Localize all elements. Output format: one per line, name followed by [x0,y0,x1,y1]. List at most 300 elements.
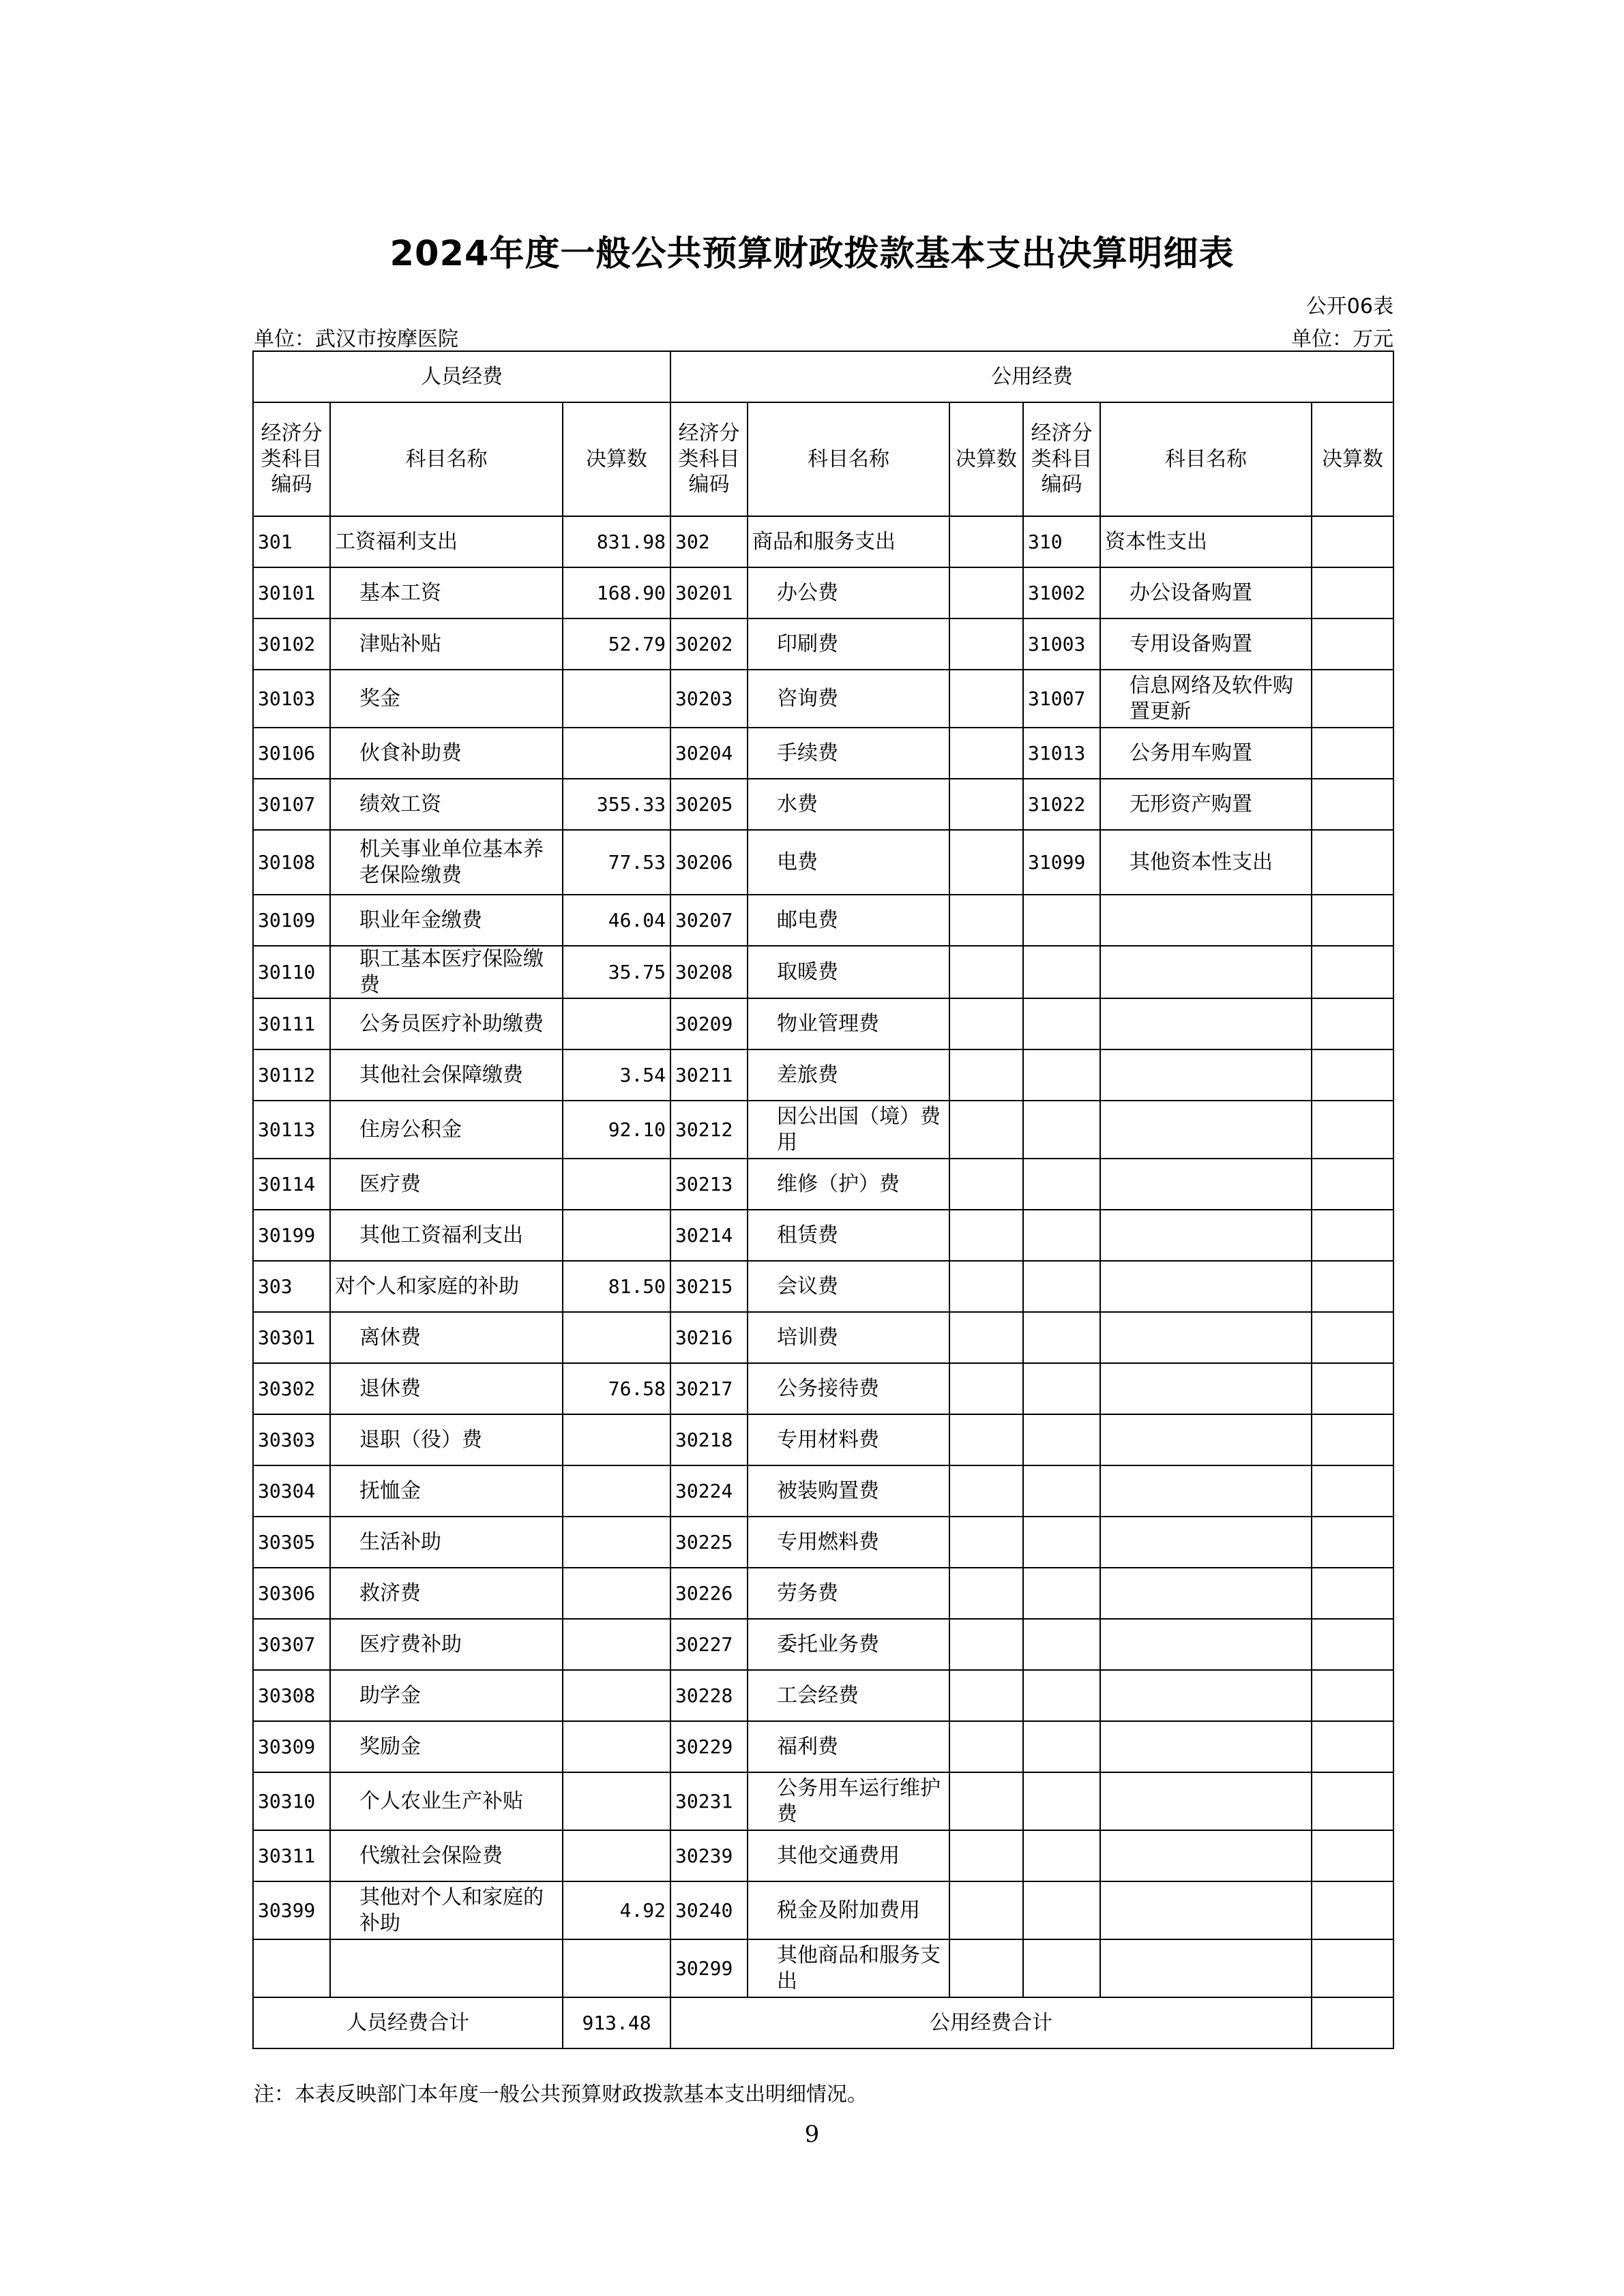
public-b-name-cell: 信息网络及软件购置更新 [1100,670,1312,728]
public-a-code-cell: 30224 [670,1465,748,1517]
table-note: 注：本表反映部门本年度一般公共预算财政拨款基本支出明细情况。 [254,2083,868,2106]
personnel-amount-cell [563,1568,670,1619]
table-row [253,1414,1393,1465]
public-b-amount-cell [1312,1830,1393,1881]
personnel-code-cell: 30304 [253,1465,330,1517]
public-a-amount-cell [949,618,1023,670]
public-a-name-cell: 公务接待费 [748,1363,949,1414]
public-b-name-cell [1100,1619,1312,1670]
public-b-amount-cell [1312,1049,1393,1101]
public-b-name-cell [1100,946,1312,998]
public-b-amount-cell [1312,946,1393,998]
personnel-code-cell: 30310 [253,1772,330,1830]
col-header-name: 科目名称 [1100,402,1312,516]
group-header-row [253,351,1393,402]
public-a-name-cell: 公务用车运行维护费 [748,1772,949,1830]
public-a-name-cell: 手续费 [748,728,949,779]
col-header-amount: 决算数 [949,402,1023,516]
public-a-name-cell: 差旅费 [748,1049,949,1101]
table-row [253,998,1393,1049]
public-a-code-cell: 30215 [670,1261,748,1312]
personnel-code-cell: 303 [253,1261,330,1312]
personnel-code-cell: 30199 [253,1210,330,1261]
public-a-name-cell: 会议费 [748,1261,949,1312]
public-b-code-cell [1023,1670,1100,1721]
personnel-code-cell: 30102 [253,618,330,670]
public-a-name-cell: 工会经费 [748,1670,949,1721]
personnel-amount-cell: 46.04 [563,895,670,946]
public-b-amount-cell [1312,1619,1393,1670]
public-a-amount-cell [949,567,1023,618]
personnel-name-cell: 退职（役）费 [330,1414,563,1465]
personnel-name-cell: 个人农业生产补贴 [330,1772,563,1830]
table-row [253,670,1393,728]
public-a-amount-cell [949,1261,1023,1312]
public-b-code-cell [1023,1049,1100,1101]
public-a-amount-cell [949,1721,1023,1772]
table-row [253,946,1393,998]
public-a-name-cell: 维修（护）费 [748,1159,949,1210]
public-b-code-cell [1023,1721,1100,1772]
col-header-name: 科目名称 [748,402,949,516]
public-b-name-cell [1100,1830,1312,1881]
public-b-amount-cell [1312,1721,1393,1772]
public-b-code-cell: 310 [1023,516,1100,567]
personnel-amount-cell: 81.50 [563,1261,670,1312]
personnel-code-cell: 30109 [253,895,330,946]
public-a-code-cell: 30225 [670,1517,748,1568]
public-a-code-cell: 30227 [670,1619,748,1670]
public-b-code-cell [1023,1517,1100,1568]
personnel-total-label: 人员经费合计 [253,1997,563,2048]
public-b-name-cell [1100,1881,1312,1939]
table-row [253,1772,1393,1830]
expenditure-detail-table [252,351,1394,2049]
public-a-amount-cell [949,1670,1023,1721]
personnel-name-cell: 抚恤金 [330,1465,563,1517]
public-a-name-cell: 租赁费 [748,1210,949,1261]
personnel-code-cell: 301 [253,516,330,567]
personnel-amount-cell [563,728,670,779]
personnel-amount-cell [563,1670,670,1721]
public-b-name-cell: 资本性支出 [1100,516,1312,567]
public-b-code-cell [1023,1159,1100,1210]
public-b-amount-cell [1312,567,1393,618]
public-a-name-cell: 电费 [748,830,949,895]
public-a-code-cell: 30214 [670,1210,748,1261]
public-a-name-cell: 水费 [748,779,949,830]
public-a-amount-cell [949,1049,1023,1101]
public-a-amount-cell [949,830,1023,895]
personnel-name-cell [330,1939,563,1997]
table-row [253,1210,1393,1261]
public-a-amount-cell [949,1159,1023,1210]
table-row [253,1568,1393,1619]
public-b-amount-cell [1312,1363,1393,1414]
personnel-code-cell: 30106 [253,728,330,779]
public-b-amount-cell [1312,1772,1393,1830]
personnel-amount-cell: 831.98 [563,516,670,567]
public-a-amount-cell [949,1414,1023,1465]
public-b-name-cell: 专用设备购置 [1100,618,1312,670]
unit-currency: 单位：万元 [1291,327,1393,351]
personnel-code-cell: 30112 [253,1049,330,1101]
personnel-name-cell: 对个人和家庭的补助 [330,1261,563,1312]
public-b-code-cell: 31013 [1023,728,1100,779]
personnel-code-cell: 30302 [253,1363,330,1414]
public-b-amount-cell [1312,779,1393,830]
public-a-name-cell: 办公费 [748,567,949,618]
public-a-name-cell: 取暖费 [748,946,949,998]
personnel-amount-cell: 92.10 [563,1101,670,1159]
public-b-amount-cell [1312,728,1393,779]
public-a-code-cell: 30202 [670,618,748,670]
public-a-amount-cell [949,516,1023,567]
public-b-amount-cell [1312,1939,1393,1997]
public-a-amount-cell [949,670,1023,728]
personnel-amount-cell: 4.92 [563,1881,670,1939]
public-b-code-cell [1023,1210,1100,1261]
table-row [253,1939,1393,1997]
personnel-code-cell: 30306 [253,1568,330,1619]
public-a-code-cell: 30206 [670,830,748,895]
public-a-code-cell: 30299 [670,1939,748,1997]
public-a-code-cell: 30207 [670,895,748,946]
public-a-amount-cell [949,895,1023,946]
personnel-code-cell: 30303 [253,1414,330,1465]
public-b-name-cell [1100,1568,1312,1619]
public-b-code-cell [1023,1101,1100,1159]
public-b-code-cell [1023,1414,1100,1465]
public-a-amount-cell [949,1101,1023,1159]
personnel-amount-cell: 355.33 [563,779,670,830]
public-a-code-cell: 30228 [670,1670,748,1721]
public-b-amount-cell [1312,1210,1393,1261]
totals-row [253,1997,1393,2048]
public-a-code-cell: 30212 [670,1101,748,1159]
public-b-name-cell [1100,1101,1312,1159]
public-b-amount-cell [1312,618,1393,670]
public-b-amount-cell [1312,1261,1393,1312]
public-a-code-cell: 30209 [670,998,748,1049]
public-b-code-cell [1023,1568,1100,1619]
public-a-code-cell: 30240 [670,1881,748,1939]
public-b-code-cell: 31007 [1023,670,1100,728]
personnel-name-cell: 救济费 [330,1568,563,1619]
public-b-amount-cell [1312,1670,1393,1721]
personnel-amount-cell [563,998,670,1049]
personnel-amount-cell: 76.58 [563,1363,670,1414]
table-row [253,1363,1393,1414]
table-row [253,1670,1393,1721]
col-header-name: 科目名称 [330,402,563,516]
personnel-total-amount: 913.48 [563,1997,670,2048]
personnel-code-cell: 30305 [253,1517,330,1568]
public-a-code-cell: 30217 [670,1363,748,1414]
personnel-amount-cell [563,1414,670,1465]
public-b-name-cell [1100,1670,1312,1721]
public-b-amount-cell [1312,998,1393,1049]
public-a-amount-cell [949,1517,1023,1568]
public-b-amount-cell [1312,1465,1393,1517]
public-a-amount-cell [949,1210,1023,1261]
public-a-name-cell: 因公出国（境）费用 [748,1101,949,1159]
public-b-code-cell: 31099 [1023,830,1100,895]
public-b-name-cell [1100,1261,1312,1312]
public-b-amount-cell [1312,516,1393,567]
page-number: 9 [804,2121,820,2148]
public-b-code-cell [1023,1772,1100,1830]
public-a-code-cell: 30231 [670,1772,748,1830]
personnel-name-cell: 其他对个人和家庭的补助 [330,1881,563,1939]
table-row [253,618,1393,670]
col-header-code: 经济分类科目编码 [670,402,748,516]
personnel-name-cell: 公务员医疗补助缴费 [330,998,563,1049]
public-b-name-cell: 办公设备购置 [1100,567,1312,618]
public-b-code-cell: 31022 [1023,779,1100,830]
public-a-name-cell: 咨询费 [748,670,949,728]
public-b-code-cell [1023,1363,1100,1414]
public-b-name-cell [1100,1363,1312,1414]
public-b-code-cell [1023,1619,1100,1670]
personnel-amount-cell: 77.53 [563,830,670,895]
table-row [253,1830,1393,1881]
form-number: 公开06表 [1305,295,1393,318]
personnel-amount-cell [563,1830,670,1881]
personnel-amount-cell [563,670,670,728]
public-b-code-cell: 31003 [1023,618,1100,670]
public-b-code-cell [1023,1830,1100,1881]
column-header-row [253,402,1393,516]
public-a-name-cell: 商品和服务支出 [748,516,949,567]
table-row [253,1159,1393,1210]
personnel-amount-cell: 3.54 [563,1049,670,1101]
table-row [253,1049,1393,1101]
personnel-name-cell: 职工基本医疗保险缴费 [330,946,563,998]
public-b-name-cell [1100,1465,1312,1517]
public-a-code-cell: 30204 [670,728,748,779]
public-a-name-cell: 其他商品和服务支出 [748,1939,949,1997]
page-title: 2024年度一般公共预算财政拨款基本支出决算明细表 [389,234,1235,274]
personnel-code-cell: 30114 [253,1159,330,1210]
personnel-name-cell: 离休费 [330,1312,563,1363]
public-b-name-cell [1100,998,1312,1049]
personnel-code-cell [253,1939,330,1997]
personnel-amount-cell [563,1939,670,1997]
public-a-code-cell: 30226 [670,1568,748,1619]
public-a-code-cell: 30205 [670,779,748,830]
table-row [253,1619,1393,1670]
public-a-code-cell: 30229 [670,1721,748,1772]
public-b-amount-cell [1312,1881,1393,1939]
public-b-amount-cell [1312,670,1393,728]
personnel-amount-cell [563,1772,670,1830]
public-b-name-cell [1100,1049,1312,1101]
public-b-code-cell [1023,998,1100,1049]
public-a-amount-cell [949,1772,1023,1830]
public-a-name-cell: 其他交通费用 [748,1830,949,1881]
public-b-name-cell [1100,1414,1312,1465]
table-row [253,567,1393,618]
public-b-amount-cell [1312,1312,1393,1363]
personnel-name-cell: 其他社会保障缴费 [330,1049,563,1101]
public-b-name-cell [1100,1772,1312,1830]
personnel-amount-cell [563,1517,670,1568]
public-b-name-cell [1100,1159,1312,1210]
table-row [253,1881,1393,1939]
personnel-code-cell: 30113 [253,1101,330,1159]
public-a-code-cell: 30239 [670,1830,748,1881]
public-b-name-cell: 公务用车购置 [1100,728,1312,779]
personnel-code-cell: 30110 [253,946,330,998]
public-a-amount-cell [949,1881,1023,1939]
table-row [253,1721,1393,1772]
personnel-name-cell: 职业年金缴费 [330,895,563,946]
table-row [253,516,1393,567]
personnel-amount-cell [563,1721,670,1772]
col-header-code: 经济分类科目编码 [253,402,330,516]
personnel-code-cell: 30101 [253,567,330,618]
public-b-name-cell [1100,1210,1312,1261]
personnel-amount-cell [563,1465,670,1517]
table-row [253,1101,1393,1159]
personnel-code-cell: 30111 [253,998,330,1049]
personnel-code-cell: 30107 [253,779,330,830]
public-b-amount-cell [1312,1101,1393,1159]
col-header-amount: 决算数 [1312,402,1393,516]
public-a-code-cell: 30203 [670,670,748,728]
public-a-amount-cell [949,1939,1023,1997]
public-a-name-cell: 委托业务费 [748,1619,949,1670]
personnel-name-cell: 奖励金 [330,1721,563,1772]
table-row [253,728,1393,779]
table-row [253,1465,1393,1517]
personnel-code-cell: 30311 [253,1830,330,1881]
public-a-name-cell: 印刷费 [748,618,949,670]
table-row [253,830,1393,895]
col-header-amount: 决算数 [563,402,670,516]
personnel-name-cell: 其他工资福利支出 [330,1210,563,1261]
personnel-name-cell: 伙食补助费 [330,728,563,779]
public-a-code-cell: 30218 [670,1414,748,1465]
public-a-name-cell: 邮电费 [748,895,949,946]
public-a-code-cell: 30211 [670,1049,748,1101]
personnel-name-cell: 津贴补贴 [330,618,563,670]
personnel-name-cell: 机关事业单位基本养老保险缴费 [330,830,563,895]
public-a-name-cell: 被装购置费 [748,1465,949,1517]
public-total-label: 公用经费合计 [670,1997,1312,2048]
personnel-name-cell: 医疗费 [330,1159,563,1210]
personnel-amount-cell: 35.75 [563,946,670,998]
public-b-code-cell [1023,1465,1100,1517]
public-a-amount-cell [949,728,1023,779]
personnel-code-cell: 30308 [253,1670,330,1721]
public-a-name-cell: 劳务费 [748,1568,949,1619]
public-b-name-cell [1100,1517,1312,1568]
public-a-code-cell: 30208 [670,946,748,998]
public-total-amount [1312,1997,1393,2048]
personnel-amount-cell [563,1159,670,1210]
personnel-code-cell: 30108 [253,830,330,895]
public-a-name-cell: 福利费 [748,1721,949,1772]
personnel-code-cell: 30301 [253,1312,330,1363]
col-header-code: 经济分类科目编码 [1023,402,1100,516]
personnel-amount-cell [563,1312,670,1363]
public-b-name-cell [1100,1721,1312,1772]
personnel-name-cell: 基本工资 [330,567,563,618]
public-a-name-cell: 专用材料费 [748,1414,949,1465]
public-a-amount-cell [949,946,1023,998]
public-b-name-cell: 其他资本性支出 [1100,830,1312,895]
public-a-amount-cell [949,1619,1023,1670]
personnel-name-cell: 医疗费补助 [330,1619,563,1670]
public-a-name-cell: 培训费 [748,1312,949,1363]
public-a-code-cell: 30213 [670,1159,748,1210]
public-b-amount-cell [1312,1414,1393,1465]
public-b-code-cell [1023,946,1100,998]
public-b-name-cell [1100,1939,1312,1997]
public-b-amount-cell [1312,895,1393,946]
personnel-name-cell: 助学金 [330,1670,563,1721]
public-a-code-cell: 30201 [670,567,748,618]
table-row [253,1312,1393,1363]
personnel-name-cell: 生活补助 [330,1517,563,1568]
public-a-name-cell: 税金及附加费用 [748,1881,949,1939]
public-a-code-cell: 302 [670,516,748,567]
public-b-name-cell: 无形资产购置 [1100,779,1312,830]
group-header-public: 公用经费 [670,351,1393,402]
public-b-amount-cell [1312,1568,1393,1619]
public-b-amount-cell [1312,1517,1393,1568]
unit-organization: 单位：武汉市按摩医院 [254,327,458,351]
public-b-amount-cell [1312,1159,1393,1210]
public-a-code-cell: 30216 [670,1312,748,1363]
group-header-personnel: 人员经费 [253,351,670,402]
public-a-amount-cell [949,1312,1023,1363]
public-a-amount-cell [949,1465,1023,1517]
public-a-amount-cell [949,998,1023,1049]
personnel-name-cell: 绩效工资 [330,779,563,830]
public-b-code-cell [1023,1312,1100,1363]
public-b-code-cell [1023,1939,1100,1997]
personnel-name-cell: 工资福利支出 [330,516,563,567]
public-b-code-cell [1023,1881,1100,1939]
public-b-code-cell: 31002 [1023,567,1100,618]
personnel-amount-cell: 168.90 [563,567,670,618]
personnel-name-cell: 代缴社会保险费 [330,1830,563,1881]
table-row [253,779,1393,830]
public-a-amount-cell [949,1363,1023,1414]
public-a-amount-cell [949,1568,1023,1619]
personnel-amount-cell: 52.79 [563,618,670,670]
public-a-name-cell: 物业管理费 [748,998,949,1049]
personnel-code-cell: 30309 [253,1721,330,1772]
table-row [253,895,1393,946]
public-b-amount-cell [1312,830,1393,895]
personnel-code-cell: 30103 [253,670,330,728]
personnel-name-cell: 住房公积金 [330,1101,563,1159]
table-row [253,1517,1393,1568]
public-b-code-cell [1023,1261,1100,1312]
public-b-name-cell [1100,895,1312,946]
personnel-name-cell: 退休费 [330,1363,563,1414]
public-b-name-cell [1100,1312,1312,1363]
personnel-code-cell: 30307 [253,1619,330,1670]
personnel-amount-cell [563,1619,670,1670]
table-body [253,516,1393,1997]
public-a-amount-cell [949,779,1023,830]
public-a-amount-cell [949,1830,1023,1881]
